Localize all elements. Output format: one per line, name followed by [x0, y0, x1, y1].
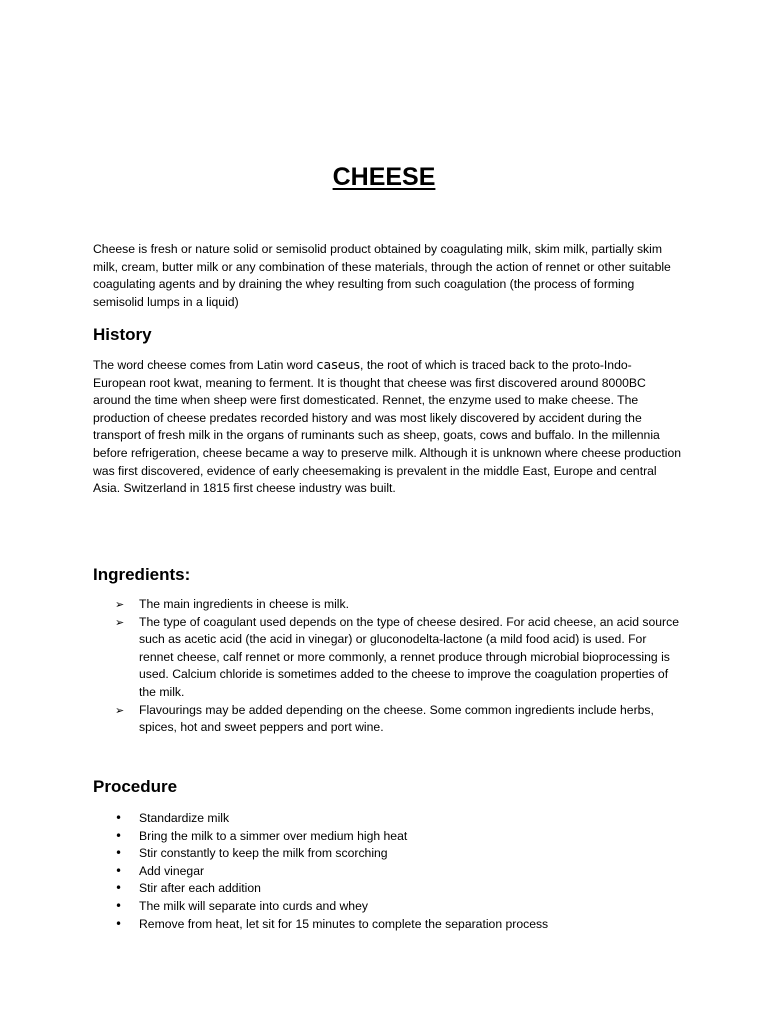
bullet-icon: •: [115, 828, 123, 843]
procedure-step-text: Standardize milk: [139, 811, 230, 825]
history-paragraph: [93, 356, 683, 498]
list-item: [93, 614, 683, 702]
arrow-bullet-icon: ➢: [115, 703, 125, 717]
list-item: [93, 863, 683, 881]
procedure-step-text: The milk will separate into curds and whey: [139, 898, 368, 913]
history-heading: History: [93, 325, 152, 344]
list-item: [93, 880, 683, 898]
intro-paragraph: Cheese is fresh or nature solid or semisolid product obtained by coagulating milk, skim milk, partially skim milk, cream, butter milk or any combination of these materials, through the action of rennet or other suitable coagulating agents and by draining the whey resulting from such coagulation (the process of forming semisolid lumps in a liquid): [93, 242, 671, 309]
procedure-step-text: Stir constantly to keep the milk from scorching: [139, 846, 388, 861]
bullet-icon: •: [115, 811, 123, 825]
history-text-before: The word cheese comes from Latin word: [93, 358, 317, 372]
ingredient-text: The type of coagulant used depends on the type of cheese desired. For acid cheese, an acid source such as acetic acid (the acid in vinegar) or gluconodelta-lactone (a mild food acid) is used. For rennet cheese, calf rennet or more commonly, a rennet produce through microbial bioprocessing is used. Calcium chloride is sometimes added to the cheese to improve the coagulation properties of the milk.: [139, 614, 679, 699]
list-item: [93, 702, 683, 737]
list-item: [93, 916, 683, 934]
bullet-icon: •: [115, 846, 123, 861]
procedure-step-text: Stir after each addition: [139, 881, 261, 896]
bullet-icon: •: [115, 881, 123, 896]
bullet-icon: •: [115, 898, 123, 913]
list-item: [93, 898, 683, 916]
arrow-bullet-icon: ➢: [115, 598, 125, 611]
bullet-icon: •: [115, 916, 123, 931]
history-text-after: , the root of which is traced back to the proto-Indo-European root kwat, meaning to ferment. It is thought that cheese was first discovered around 8000BC around the time when sheep were first domesticated. Rennet, the enzyme used to make cheese. The production of cheese predates recorded history and was most likely discovered by accident during the transport of fresh milk in the organs of ruminants such as sheep, goats, cows and buffalo. In the millennia before refrigeration, cheese became a way to preserve milk. Although it is unknown where cheese production was first discovered, evidence of early cheesemaking is prevalent in the middle East, Europe and central Asia. Switzerland in 1815 first cheese industry was built.: [93, 358, 682, 496]
procedure-heading: Procedure: [93, 777, 178, 796]
list-item: [93, 828, 683, 846]
document-title: CHEESE: [332, 162, 436, 191]
ingredient-text: Flavourings may be added depending on the cheese. Some common ingredients include herbs, spices, hot and sweet peppers and port wine.: [139, 702, 654, 735]
list-item: [93, 845, 683, 863]
ingredients-heading: Ingredients:: [93, 565, 191, 584]
procedure-step-text: Remove from heat, let sit for 15 minutes to complete the separation process: [139, 916, 549, 931]
list-item: [93, 810, 683, 828]
arrow-bullet-icon: ➢: [115, 615, 125, 629]
bullet-icon: •: [115, 863, 123, 878]
latin-word: caseus: [316, 357, 361, 372]
procedure-step-text: Bring the milk to a simmer over medium high heat: [139, 828, 408, 843]
ingredient-text: The main ingredients in cheese is milk.: [139, 597, 349, 611]
procedure-step-text: Add vinegar: [139, 863, 205, 878]
ingredients-list: [93, 596, 683, 737]
list-item: [93, 596, 683, 614]
procedure-list: [93, 810, 683, 933]
